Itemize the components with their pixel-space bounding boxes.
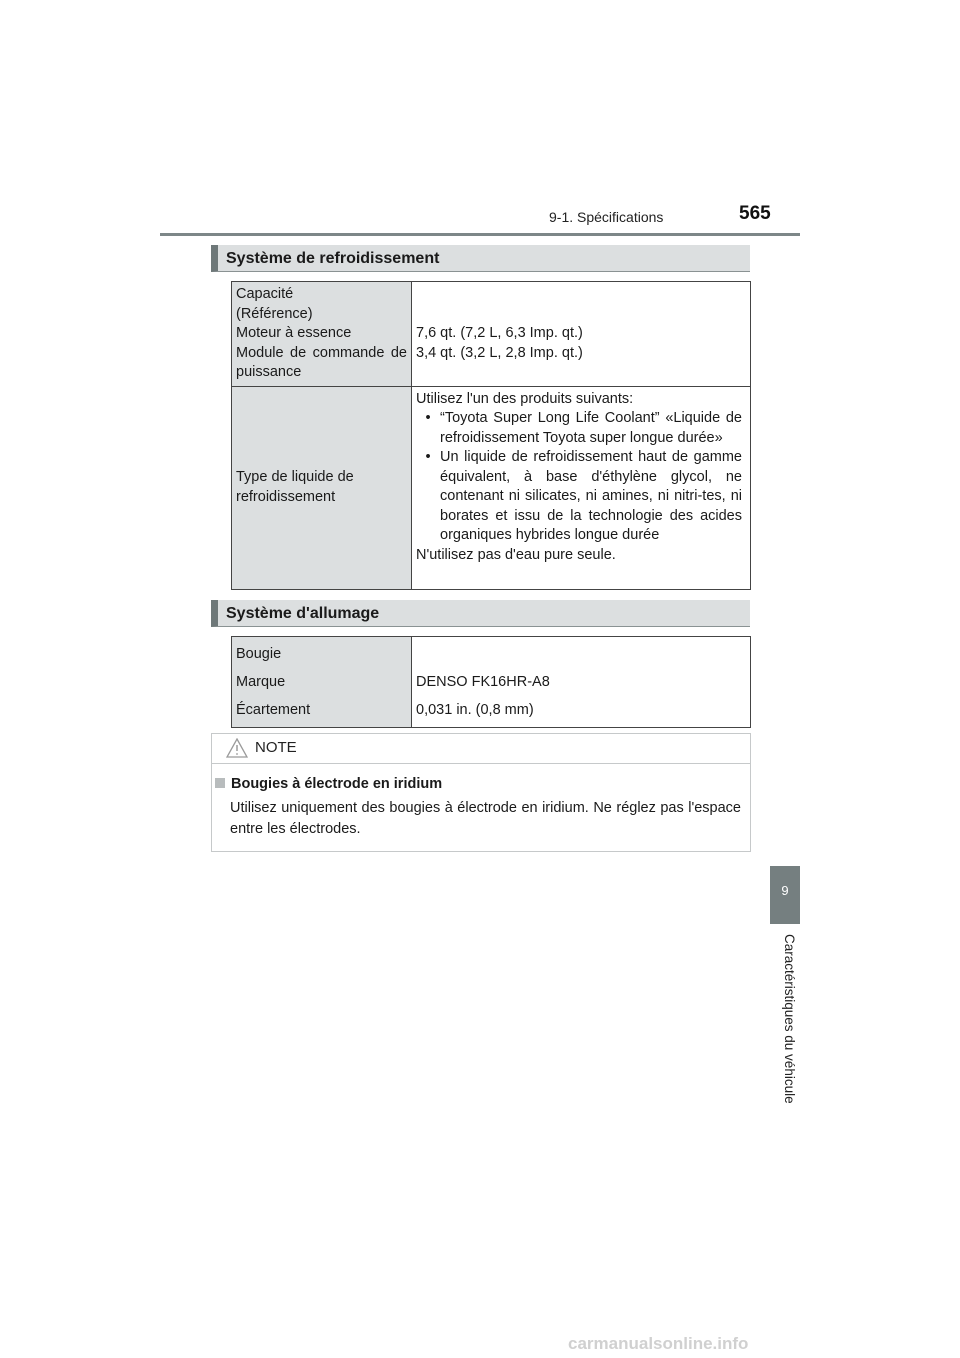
gap-value: 0,031 in. (0,8 mm) [416,702,534,718]
power-control-module-label: Module de commande de puissance [236,344,407,380]
capacity-label: Capacité [236,286,294,302]
table-row [232,282,751,387]
cooling-spec-table [231,281,751,590]
coolant-type-label-cell [232,386,412,589]
coolant-warning: N'utilisez pas d'eau pure seule. [416,546,616,563]
header-divider [160,233,800,236]
spark-plug-label-cell [232,637,412,728]
bullet-icon: • [425,449,431,465]
gap-label: Écartement [236,702,311,718]
spark-plug-value-cell [412,637,751,728]
cooling-section-heading: Système de refroidissement [211,245,750,272]
page-number: 565 [739,203,771,224]
brand-label: Marque [236,674,286,690]
gasoline-engine-capacity: 7,6 qt. (7,2 L, 6,3 Imp. qt.) [416,325,583,341]
capacity-value-cell [412,282,751,387]
note-title [215,776,442,792]
ignition-section-heading: Système d'allumage [211,600,750,627]
list-item [416,409,742,448]
ignition-spec-table [231,636,751,728]
coolant-intro: Utilisez l'un des produits suivants: [416,390,634,407]
note-label: NOTE [255,739,297,756]
chapter-tab: 9 [770,866,800,924]
gasoline-engine-label: Moteur à essence [236,325,352,341]
coolant-type-value-cell [412,386,751,589]
note-title-text: Bougies à électrode en iridium [231,776,443,792]
watermark: carmanualsonline.info [568,1334,749,1353]
capacity-reference-label: (Référence) [236,305,313,322]
note-header [212,734,750,764]
list-item [416,448,742,546]
square-bullet-icon [215,778,225,788]
note-box [211,733,751,852]
chapter-title: Caractéristiques du véhicule [782,934,797,1104]
coolant-option-equivalent: Un liquide de refroidissement haut de gamme équivalent, à base d'éthylène glycol, ne contenant ni silicates, ni amines, ni nitri-tes, ni borates et issu de la technologie des acides organiques hybrides longue durée [440,449,742,543]
table-row [232,386,751,589]
table-row [232,637,751,728]
capacity-label-cell [232,282,412,387]
bullet-icon: • [425,410,431,426]
coolant-option-toyota: “Toyota Super Long Life Coolant” «Liquide de refroidissement Toyota super longue durée» [440,410,742,446]
spark-plug-label: Bougie [236,646,282,662]
brand-value: DENSO FK16HR-A8 [416,674,550,690]
section-title: 9-1. Spécifications [549,209,664,225]
coolant-type-label: Type de liquide de refroidissement [236,469,354,505]
note-text: Utilisez uniquement des bougies à électrode en iridium. Ne réglez pas l'espace entre les électrodes. [230,800,741,837]
warning-triangle-icon [226,738,248,758]
power-control-module-capacity: 3,4 qt. (3,2 L, 2,8 Imp. qt.) [416,344,583,361]
